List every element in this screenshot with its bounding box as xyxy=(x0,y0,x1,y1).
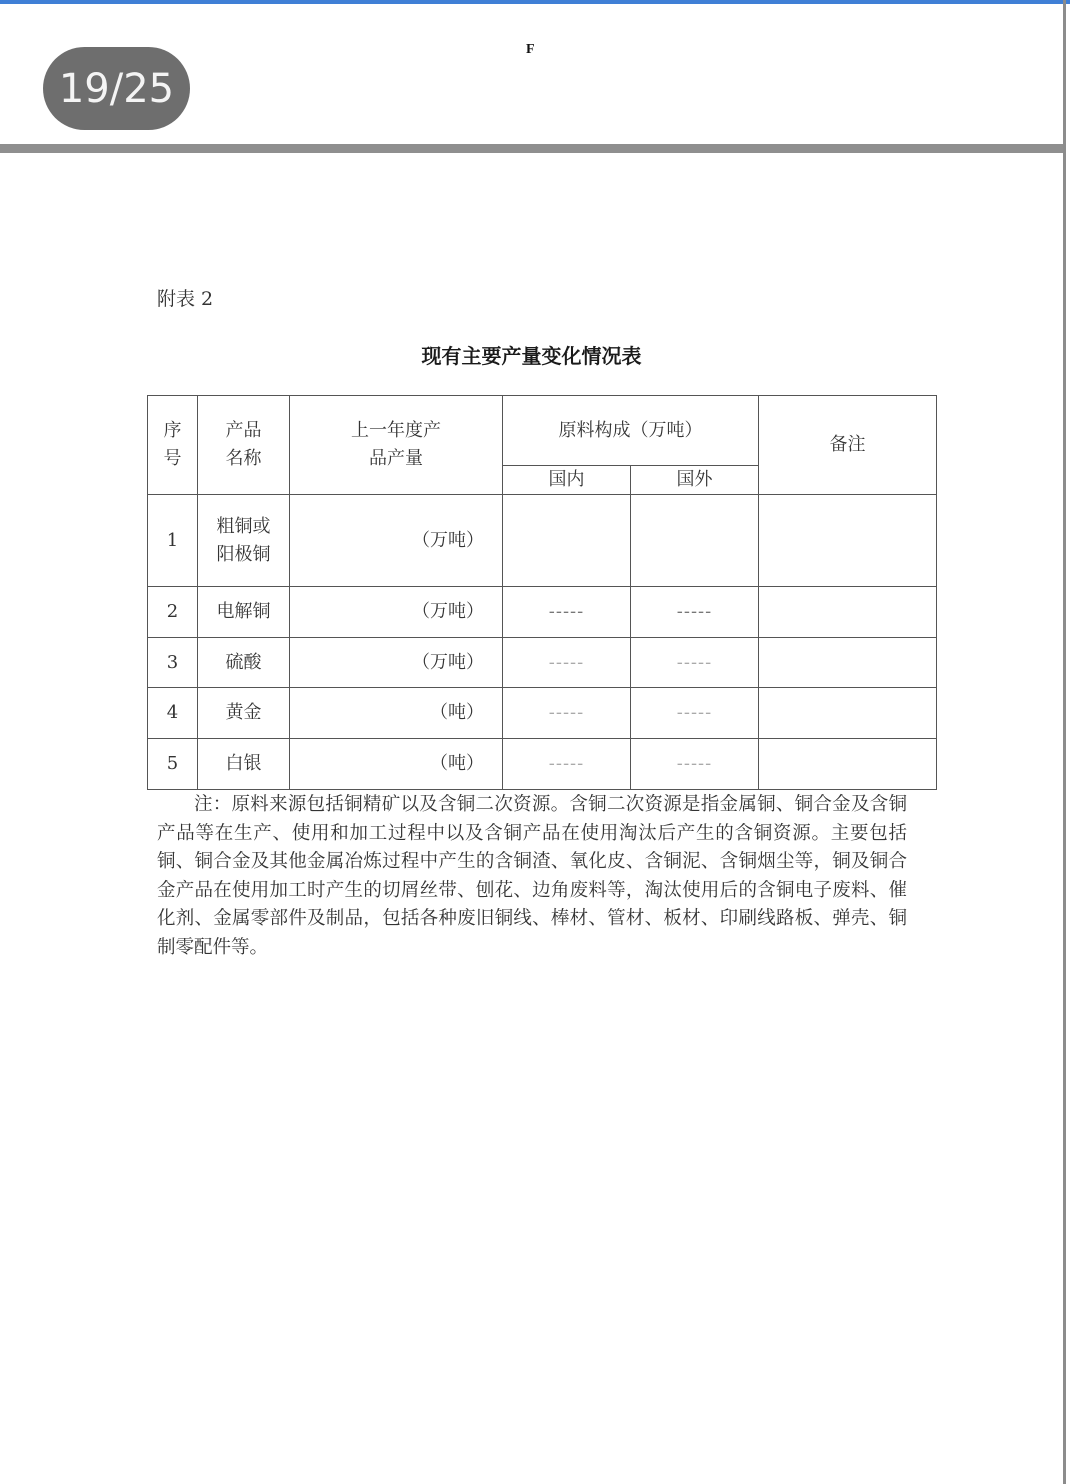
table-footnote: 注：原料来源包括铜精矿以及含铜二次资源。含铜二次资源是指金属铜、铜合金及含铜产品等在生产、使用和加工过程中以及含铜产品在使用淘汰后产生的含铜资源。主要包括铜、铜合金及其他金属冶炼过程中产生的含铜渣、氧化皮、含铜泥、含铜烟尘等，铜及铜合金产品在使用加工时产生的切屑丝带、刨花、边角废料等，淘汰使用后的含铜电子废料、催化剂、金属零部件及制品，包括各种废旧铜线、棒材、管材、板材、印刷线路板、弹壳、铜制零配件等。 xyxy=(157,794,907,958)
cell-output-unit: （万吨） xyxy=(290,638,503,688)
scrollbar-track[interactable] xyxy=(1063,0,1066,1484)
cell-seq: 4 xyxy=(148,688,198,739)
cell-remarks xyxy=(759,495,937,587)
cell-domestic: ----- xyxy=(503,739,631,790)
appendix-label: 附表 2 xyxy=(157,288,214,310)
header-seq: 序号 xyxy=(148,396,198,495)
cell-domestic: ----- xyxy=(503,688,631,739)
table-row xyxy=(148,495,937,587)
cell-seq: 1 xyxy=(148,495,198,587)
header-last-year-output: 上一年度产品产量 xyxy=(290,396,503,495)
cell-output-unit: （万吨） xyxy=(290,587,503,638)
cell-remarks xyxy=(759,688,937,739)
cell-product-name: 白银 xyxy=(198,739,290,790)
cell-domestic xyxy=(503,495,631,587)
table-row xyxy=(148,688,937,739)
production-table xyxy=(147,395,937,790)
page-indicator: 19/25 xyxy=(43,47,190,130)
header-material-composition: 原料构成（万吨） xyxy=(503,396,759,466)
cell-seq: 5 xyxy=(148,739,198,790)
cell-seq: 2 xyxy=(148,587,198,638)
cell-domestic: ----- xyxy=(503,638,631,688)
cell-product-name: 硫酸 xyxy=(198,638,290,688)
table-title: 现有主要产量变化情况表 xyxy=(421,344,642,368)
cell-seq: 3 xyxy=(148,638,198,688)
cell-foreign xyxy=(631,495,759,587)
cell-remarks xyxy=(759,739,937,790)
previous-page-mark: F xyxy=(526,42,535,57)
cell-output-unit: （吨） xyxy=(290,739,503,790)
table-row xyxy=(148,587,937,638)
cell-remarks xyxy=(759,587,937,638)
table-header-row xyxy=(148,396,937,466)
header-product-name: 产品名称 xyxy=(198,396,290,495)
cell-output-unit: （万吨） xyxy=(290,495,503,587)
cell-product-name: 粗铜或阳极铜 xyxy=(198,495,290,587)
cell-product-name: 电解铜 xyxy=(198,587,290,638)
cell-foreign: ----- xyxy=(631,638,759,688)
table-row xyxy=(148,638,937,688)
cell-foreign: ----- xyxy=(631,688,759,739)
cell-domestic: ----- xyxy=(503,587,631,638)
cell-foreign: ----- xyxy=(631,587,759,638)
cell-output-unit: （吨） xyxy=(290,688,503,739)
cell-foreign: ----- xyxy=(631,739,759,790)
header-foreign: 国外 xyxy=(631,466,759,495)
table-row xyxy=(148,739,937,790)
header-remarks: 备注 xyxy=(759,396,937,495)
header-domestic: 国内 xyxy=(503,466,631,495)
page-separator xyxy=(0,144,1063,153)
cell-remarks xyxy=(759,638,937,688)
cell-product-name: 黄金 xyxy=(198,688,290,739)
